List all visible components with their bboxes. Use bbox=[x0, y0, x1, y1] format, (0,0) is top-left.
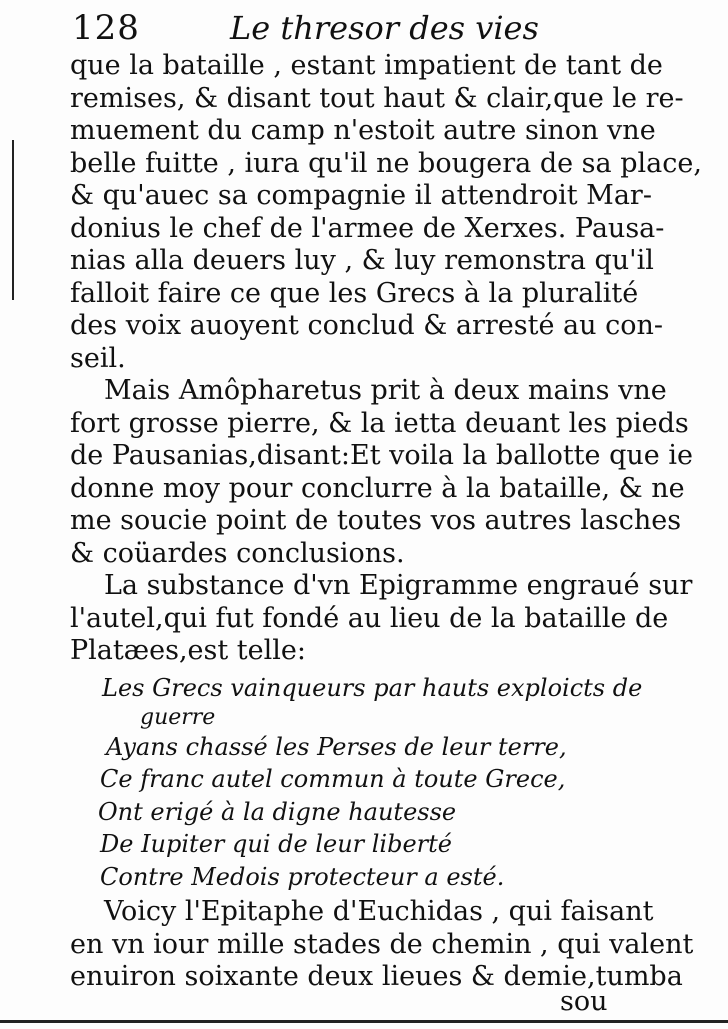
text-line: Platæes,est telle: bbox=[70, 635, 306, 666]
verse-line: Les Grecs vainqueurs par hauts exploicts de bbox=[102, 674, 643, 702]
paragraph-2 bbox=[70, 375, 693, 570]
text-line: donius le chef de l'armee de Xerxes. Pausa- bbox=[70, 212, 665, 244]
text-line: de Pausanias,disant:Et voila la ballotte que ie bbox=[70, 440, 693, 471]
verse-line: De Iupiter qui de leur liberté bbox=[100, 830, 452, 858]
catchword: sou bbox=[560, 986, 608, 1017]
text-line: des voix auoyent conclud & arresté au con- bbox=[70, 310, 663, 341]
text-line: Voicy l'Epitaphe d'Euchidas , qui faisant bbox=[104, 896, 654, 927]
paragraph-4 bbox=[70, 896, 694, 994]
text-line: & qu'auec sa compagnie il attendroit Mar- bbox=[70, 180, 652, 211]
text-line: belle fuitte , iura qu'il ne bougera de sa place, bbox=[70, 147, 702, 179]
text-line: Mais Amôpharetus prit à deux mains vne bbox=[104, 375, 667, 406]
page-bottom-edge bbox=[0, 1020, 728, 1023]
text-line: falloit faire ce que les Grecs à la pluralité bbox=[70, 277, 639, 309]
text-line: l'autel,qui fut fondé au lieu de la bataille de bbox=[70, 602, 669, 634]
page-edge-shadow bbox=[12, 140, 14, 300]
text-line: remises, & disant tout haut & clair,que le re- bbox=[70, 82, 684, 114]
page-header bbox=[72, 8, 632, 48]
text-line: que la bataille , estant impatient de tant de bbox=[70, 50, 663, 81]
text-line: en vn iour mille stades de chemin , qui valent bbox=[70, 928, 694, 960]
text-line: nias alla deuers luy , & luy remonstra qu'il bbox=[70, 245, 654, 276]
text-line: & coüardes conclusions. bbox=[70, 537, 405, 569]
running-title: Le thresor des vies bbox=[230, 9, 539, 47]
text-line: donne moy pour conclurre à la bataille, & ne bbox=[70, 472, 685, 504]
text-line: muement du camp n'estoit autre sinon vne bbox=[70, 115, 656, 146]
verse-line: Ayans chassé les Perses de leur terre, bbox=[106, 732, 567, 761]
paragraph-1 bbox=[70, 50, 702, 375]
text-line: me soucie point de toutes vos autres lasches bbox=[70, 505, 682, 536]
verse-line: Contre Medois protecteur a esté. bbox=[100, 862, 505, 891]
epigram-verse bbox=[70, 672, 643, 893]
verse-line: Ce franc autel commun à toute Grece, bbox=[100, 765, 566, 793]
verse-line: guerre bbox=[140, 704, 216, 730]
paragraph-3 bbox=[70, 570, 693, 668]
verse-line: Ont erigé à la digne hautesse bbox=[98, 797, 457, 826]
text-line: enuiron soixante deux lieues & demie,tumba bbox=[70, 961, 683, 992]
text-line: fort grosse pierre, & la ietta deuant les pieds bbox=[70, 407, 689, 439]
text-line: La substance d'vn Epigramme engraué sur bbox=[104, 570, 693, 601]
page-number: 128 bbox=[72, 8, 140, 48]
text-line: seil. bbox=[70, 342, 126, 374]
